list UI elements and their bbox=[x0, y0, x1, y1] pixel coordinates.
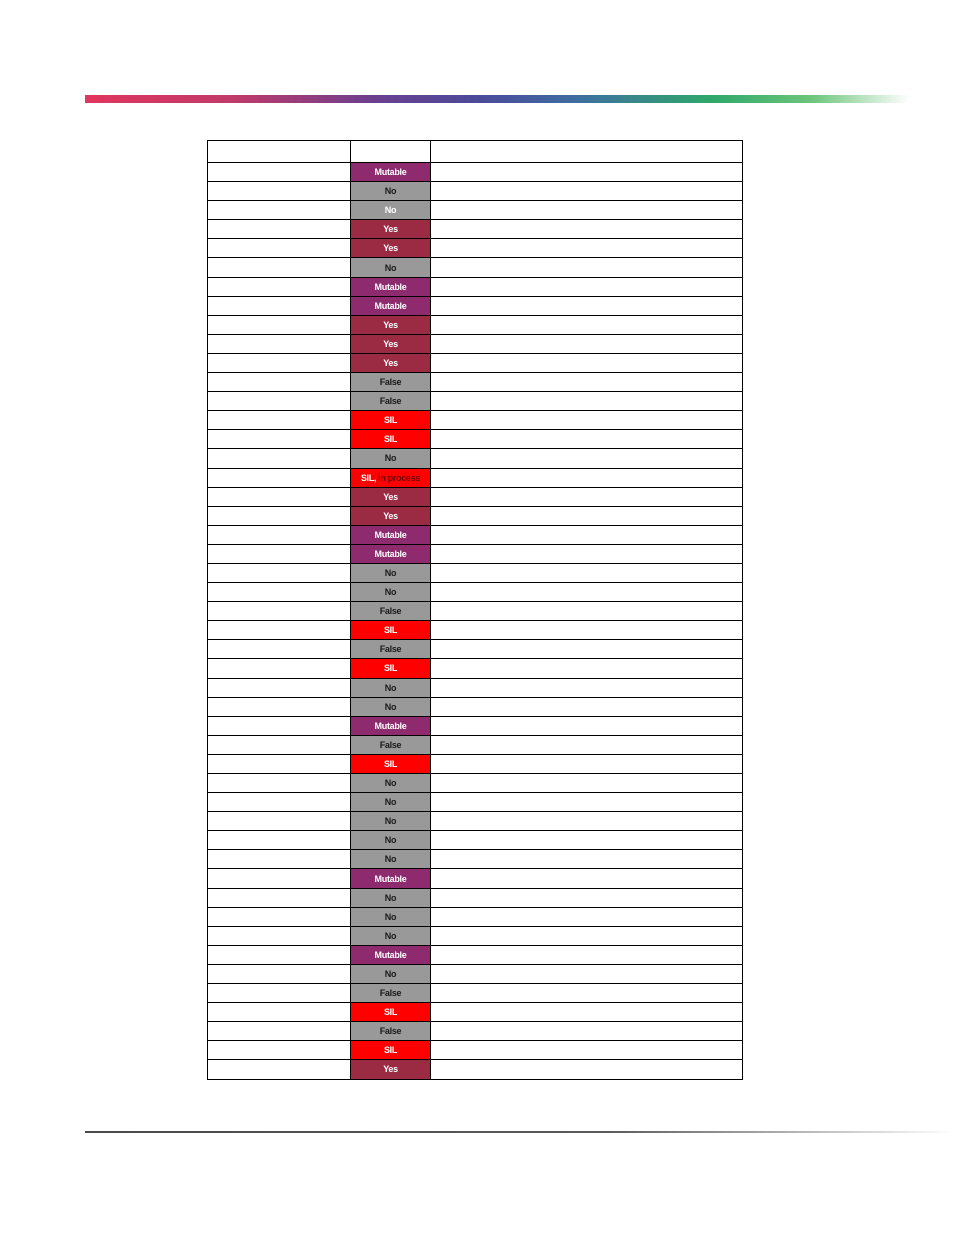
name-cell bbox=[208, 640, 351, 659]
table-row bbox=[208, 679, 743, 698]
notes-cell bbox=[431, 908, 743, 927]
status-value: False bbox=[379, 988, 402, 999]
status-cell bbox=[351, 1003, 431, 1022]
notes-cell bbox=[431, 488, 743, 507]
notes-cell bbox=[431, 258, 743, 277]
notes-cell bbox=[431, 621, 743, 640]
status-cell bbox=[351, 850, 431, 869]
status-cell bbox=[351, 182, 431, 201]
status-value: No bbox=[384, 205, 397, 216]
status-value: SIL bbox=[383, 415, 398, 426]
table-row bbox=[208, 927, 743, 946]
table-row bbox=[208, 430, 743, 449]
status-value: Mutable bbox=[374, 281, 407, 292]
status-cell bbox=[351, 984, 431, 1003]
status-value: False bbox=[379, 739, 402, 750]
table-row bbox=[208, 908, 743, 927]
header-cell-notes bbox=[431, 141, 743, 163]
name-cell bbox=[208, 698, 351, 717]
status-value: False bbox=[379, 396, 402, 407]
status-value: SIL bbox=[383, 1045, 398, 1056]
notes-cell bbox=[431, 354, 743, 373]
name-cell bbox=[208, 774, 351, 793]
status-cell bbox=[351, 583, 431, 602]
notes-cell bbox=[431, 373, 743, 392]
table-row bbox=[208, 564, 743, 583]
table-row bbox=[208, 335, 743, 354]
notes-cell bbox=[431, 182, 743, 201]
name-cell bbox=[208, 526, 351, 545]
status-value: SIL bbox=[383, 625, 398, 636]
notes-cell bbox=[431, 201, 743, 220]
status-value: Yes bbox=[383, 338, 398, 349]
status-cell bbox=[351, 1022, 431, 1041]
table-row bbox=[208, 526, 743, 545]
notes-cell bbox=[431, 526, 743, 545]
status-cell bbox=[351, 640, 431, 659]
name-cell bbox=[208, 1003, 351, 1022]
status-cell bbox=[351, 545, 431, 564]
notes-cell bbox=[431, 946, 743, 965]
status-value: No bbox=[384, 854, 397, 865]
status-cell bbox=[351, 163, 431, 182]
status-cell bbox=[351, 755, 431, 774]
notes-cell bbox=[431, 889, 743, 908]
status-cell bbox=[351, 258, 431, 277]
status-value: No bbox=[384, 892, 397, 903]
notes-cell bbox=[431, 736, 743, 755]
status-value: No bbox=[384, 587, 397, 598]
notes-cell bbox=[431, 335, 743, 354]
table-row bbox=[208, 392, 743, 411]
status-cell bbox=[351, 526, 431, 545]
table-row bbox=[208, 1041, 743, 1060]
notes-cell bbox=[431, 659, 743, 678]
table-row bbox=[208, 659, 743, 678]
name-cell bbox=[208, 831, 351, 850]
notes-cell bbox=[431, 793, 743, 812]
status-value: No bbox=[384, 262, 397, 273]
notes-cell bbox=[431, 1003, 743, 1022]
status-cell bbox=[351, 1041, 431, 1060]
notes-cell bbox=[431, 850, 743, 869]
notes-cell bbox=[431, 774, 743, 793]
status-cell bbox=[351, 239, 431, 258]
notes-cell bbox=[431, 583, 743, 602]
header-cell-name bbox=[208, 141, 351, 163]
status-cell bbox=[351, 793, 431, 812]
name-cell bbox=[208, 239, 351, 258]
table-row bbox=[208, 850, 743, 869]
name-cell bbox=[208, 850, 351, 869]
status-value: SIL bbox=[383, 663, 398, 674]
table-row bbox=[208, 793, 743, 812]
name-cell bbox=[208, 717, 351, 736]
table-header-row bbox=[208, 141, 743, 163]
notes-cell bbox=[431, 449, 743, 468]
status-extra: in process bbox=[378, 472, 421, 483]
name-cell bbox=[208, 449, 351, 468]
notes-cell bbox=[431, 297, 743, 316]
status-cell bbox=[351, 698, 431, 717]
status-cell bbox=[351, 507, 431, 526]
table-row bbox=[208, 602, 743, 621]
name-cell bbox=[208, 392, 351, 411]
status-cell bbox=[351, 946, 431, 965]
table-row bbox=[208, 889, 743, 908]
status-cell bbox=[351, 965, 431, 984]
notes-cell bbox=[431, 220, 743, 239]
status-cell bbox=[351, 469, 431, 488]
name-cell bbox=[208, 602, 351, 621]
name-cell bbox=[208, 163, 351, 182]
status-value: SIL bbox=[383, 1007, 398, 1018]
table-row bbox=[208, 717, 743, 736]
name-cell bbox=[208, 220, 351, 239]
table-row bbox=[208, 621, 743, 640]
status-cell bbox=[351, 430, 431, 449]
notes-cell bbox=[431, 316, 743, 335]
name-cell bbox=[208, 354, 351, 373]
header-gradient-bar bbox=[85, 95, 910, 103]
name-cell bbox=[208, 507, 351, 526]
name-cell bbox=[208, 488, 351, 507]
name-cell bbox=[208, 1022, 351, 1041]
table-row bbox=[208, 946, 743, 965]
status-value: SIL bbox=[383, 434, 398, 445]
status-value: Yes bbox=[383, 319, 398, 330]
status-cell bbox=[351, 717, 431, 736]
notes-cell bbox=[431, 965, 743, 984]
name-cell bbox=[208, 564, 351, 583]
status-value: No bbox=[384, 797, 397, 808]
status-cell bbox=[351, 889, 431, 908]
table-row bbox=[208, 201, 743, 220]
name-cell bbox=[208, 201, 351, 220]
status-cell bbox=[351, 354, 431, 373]
status-value: No bbox=[384, 911, 397, 922]
table-row bbox=[208, 965, 743, 984]
status-value: False bbox=[379, 377, 402, 388]
name-cell bbox=[208, 316, 351, 335]
status-cell bbox=[351, 392, 431, 411]
table-row bbox=[208, 812, 743, 831]
table-row bbox=[208, 163, 743, 182]
status-cell bbox=[351, 812, 431, 831]
notes-cell bbox=[431, 392, 743, 411]
table-row bbox=[208, 258, 743, 277]
status-value: False bbox=[379, 606, 402, 617]
notes-cell bbox=[431, 698, 743, 717]
status-cell bbox=[351, 602, 431, 621]
notes-cell bbox=[431, 602, 743, 621]
notes-cell bbox=[431, 411, 743, 430]
status-cell bbox=[351, 869, 431, 888]
table-row bbox=[208, 869, 743, 888]
status-value: Mutable bbox=[374, 873, 407, 884]
status-value: SIL bbox=[383, 758, 398, 769]
status-cell bbox=[351, 1060, 431, 1079]
name-cell bbox=[208, 889, 351, 908]
status-value: Yes bbox=[383, 491, 398, 502]
notes-cell bbox=[431, 1022, 743, 1041]
table-row bbox=[208, 449, 743, 468]
status-cell bbox=[351, 774, 431, 793]
table-row bbox=[208, 774, 743, 793]
table-row bbox=[208, 984, 743, 1003]
name-cell bbox=[208, 545, 351, 564]
name-cell bbox=[208, 908, 351, 927]
notes-cell bbox=[431, 545, 743, 564]
name-cell bbox=[208, 755, 351, 774]
status-value: Yes bbox=[383, 1064, 398, 1075]
name-cell bbox=[208, 1060, 351, 1079]
name-cell bbox=[208, 984, 351, 1003]
notes-cell bbox=[431, 640, 743, 659]
status-value: No bbox=[384, 968, 397, 979]
status-cell bbox=[351, 621, 431, 640]
name-cell bbox=[208, 297, 351, 316]
table-row bbox=[208, 831, 743, 850]
status-cell bbox=[351, 908, 431, 927]
status-cell bbox=[351, 679, 431, 698]
status-value: Yes bbox=[383, 224, 398, 235]
status-value: Mutable bbox=[374, 529, 407, 540]
name-cell bbox=[208, 430, 351, 449]
notes-cell bbox=[431, 869, 743, 888]
status-cell bbox=[351, 220, 431, 239]
status-cell bbox=[351, 201, 431, 220]
table-row bbox=[208, 278, 743, 297]
status-value: No bbox=[384, 930, 397, 941]
status-value: No bbox=[384, 453, 397, 464]
header-cell-status bbox=[351, 141, 431, 163]
notes-cell bbox=[431, 812, 743, 831]
table-row bbox=[208, 1060, 743, 1079]
notes-cell bbox=[431, 469, 743, 488]
table-row bbox=[208, 583, 743, 602]
status-value: Mutable bbox=[374, 300, 407, 311]
notes-cell bbox=[431, 1060, 743, 1079]
table-row bbox=[208, 411, 743, 430]
name-cell bbox=[208, 373, 351, 392]
status-value: False bbox=[379, 644, 402, 655]
status-cell bbox=[351, 335, 431, 354]
table-row bbox=[208, 220, 743, 239]
table-row bbox=[208, 1003, 743, 1022]
status-value: False bbox=[379, 1026, 402, 1037]
name-cell bbox=[208, 812, 351, 831]
notes-cell bbox=[431, 564, 743, 583]
table-row bbox=[208, 736, 743, 755]
notes-cell bbox=[431, 831, 743, 850]
status-value: No bbox=[384, 835, 397, 846]
notes-cell bbox=[431, 927, 743, 946]
table-row bbox=[208, 1022, 743, 1041]
notes-cell bbox=[431, 163, 743, 182]
name-cell bbox=[208, 927, 351, 946]
status-value: Mutable bbox=[374, 949, 407, 960]
table-row bbox=[208, 182, 743, 201]
name-cell bbox=[208, 679, 351, 698]
table-row bbox=[208, 755, 743, 774]
status-value: SIL, bbox=[360, 472, 377, 483]
status-value: Yes bbox=[383, 357, 398, 368]
table-row bbox=[208, 239, 743, 258]
status-value: No bbox=[384, 701, 397, 712]
name-cell bbox=[208, 736, 351, 755]
status-cell bbox=[351, 297, 431, 316]
status-value: Mutable bbox=[374, 720, 407, 731]
footer-rule bbox=[85, 1131, 954, 1133]
table-row bbox=[208, 507, 743, 526]
status-cell bbox=[351, 927, 431, 946]
table-row bbox=[208, 354, 743, 373]
table-row bbox=[208, 316, 743, 335]
name-cell bbox=[208, 278, 351, 297]
name-cell bbox=[208, 965, 351, 984]
status-cell bbox=[351, 449, 431, 468]
status-cell bbox=[351, 659, 431, 678]
name-cell bbox=[208, 946, 351, 965]
status-value: No bbox=[384, 186, 397, 197]
status-value: Mutable bbox=[374, 167, 407, 178]
name-cell bbox=[208, 583, 351, 602]
status-value: No bbox=[384, 682, 397, 693]
name-cell bbox=[208, 869, 351, 888]
name-cell bbox=[208, 1041, 351, 1060]
status-cell bbox=[351, 411, 431, 430]
table-row bbox=[208, 698, 743, 717]
status-cell bbox=[351, 373, 431, 392]
notes-cell bbox=[431, 1041, 743, 1060]
notes-cell bbox=[431, 507, 743, 526]
name-cell bbox=[208, 335, 351, 354]
status-table bbox=[207, 140, 743, 1080]
table-row bbox=[208, 488, 743, 507]
status-cell bbox=[351, 488, 431, 507]
notes-cell bbox=[431, 755, 743, 774]
table-row bbox=[208, 373, 743, 392]
name-cell bbox=[208, 659, 351, 678]
name-cell bbox=[208, 469, 351, 488]
name-cell bbox=[208, 258, 351, 277]
status-cell bbox=[351, 564, 431, 583]
name-cell bbox=[208, 182, 351, 201]
name-cell bbox=[208, 621, 351, 640]
name-cell bbox=[208, 793, 351, 812]
notes-cell bbox=[431, 679, 743, 698]
status-value: Yes bbox=[383, 510, 398, 521]
status-value: No bbox=[384, 568, 397, 579]
notes-cell bbox=[431, 430, 743, 449]
table-row bbox=[208, 545, 743, 564]
status-value: No bbox=[384, 816, 397, 827]
notes-cell bbox=[431, 717, 743, 736]
table-row bbox=[208, 640, 743, 659]
notes-cell bbox=[431, 278, 743, 297]
status-value: Yes bbox=[383, 243, 398, 254]
name-cell bbox=[208, 411, 351, 430]
status-cell bbox=[351, 736, 431, 755]
table-row bbox=[208, 297, 743, 316]
notes-cell bbox=[431, 239, 743, 258]
status-cell bbox=[351, 278, 431, 297]
status-value: Mutable bbox=[374, 548, 407, 559]
status-cell bbox=[351, 831, 431, 850]
status-cell bbox=[351, 316, 431, 335]
table-row bbox=[208, 469, 743, 488]
notes-cell bbox=[431, 984, 743, 1003]
status-value: No bbox=[384, 778, 397, 789]
